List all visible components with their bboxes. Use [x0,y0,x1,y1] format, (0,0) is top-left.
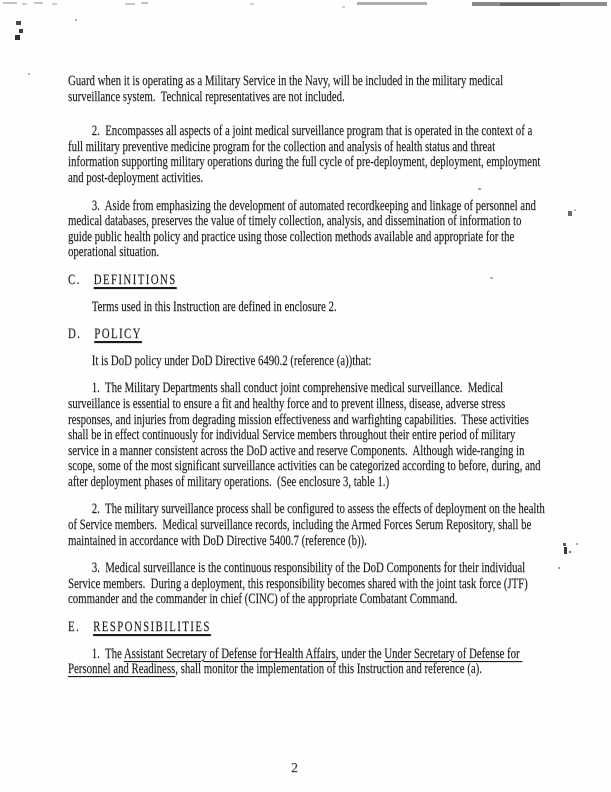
section-e-label: E. [68,619,81,636]
scan-artifact [19,29,23,33]
paragraph-policy-intro: It is DoD policy under DoD Directive 6490.2 (reference (a))that: [91,352,372,369]
scan-artifact [357,2,427,5]
scan-artifact [500,3,560,6]
paragraph-continuation: Guard when it is operating as a Military Service in the Navy, will be included in the military medical surveillance system. Technical representatives are not included. [68,73,506,105]
scan-artifact [28,73,30,75]
scan-artifact [16,21,21,25]
paragraph-scope-3: 3. Aside from emphasizing the development of automated recordkeeping and linkage of personnel and medical databases, preserves the value of timely collection, analysis, and dissemination of information to guide public health policy and practice using those collection methods available and appropriate for the operational situation. [68,197,539,261]
resp-1-underlined-asd-health-affairs: Assistant Secretary of Defense for Health Affairs [123,645,336,662]
paragraph-policy-1: 1. The Military Departments shall conduct joint comprehensive medical surveillance. Medical surveillance is essential to ensure a fit and healthy force and to prevent illness, disease, adverse stress responses, and injuries from degrading mission effectiveness and warfighting capabilities. These activities shall be in effect continuously for individual Service members throughout their entire period of military service in a manner consistent across the DoD active and reserve Components. Although wide-ranging in scope, some of the most significant surveillance activities can be categorized according to before, during, and after deployment phases of military operations. (See enclosure 3, table 1.) [68,380,544,490]
section-c-label: C. [68,271,81,288]
section-e-title: RESPONSIBILITIES [93,619,211,636]
section-e-heading [68,620,548,636]
scan-artifact [568,211,572,216]
paragraph-policy-3: 3. Medical surveillance is the continuous responsibility of the DoD Components for their individual Service members. During a deployment, this responsibility becomes shared with the joint task force (JTF) commander and the commander in chief (CINC) of the appropriate Combatant Command. [68,560,531,608]
scan-artifact [563,543,566,546]
section-c-title: DEFINITIONS [93,271,177,288]
section-d-heading [68,327,548,343]
resp-1-text: , shall monitor the implementation of this Instruction and reference (a). [175,661,482,678]
scan-artifact [125,3,135,5]
resp-1-text: 1. The [91,645,124,662]
resp-1-text: , under the [335,645,385,662]
scan-artifact [34,2,43,4]
scan-artifact [558,567,560,569]
scan-artifact [75,19,77,21]
scan-artifact [250,3,254,5]
scan-artifact [52,3,57,5]
section-d-label: D. [68,326,82,343]
scan-artifact [574,209,576,211]
scan-artifact [569,551,571,553]
paragraph-responsibilities-1 [68,647,548,678]
document-body [68,74,548,690]
scan-artifact [576,543,578,545]
scan-artifact [564,547,567,554]
scan-artifact [22,3,27,5]
scan-artifact [3,2,17,4]
scan-artifact [15,35,20,40]
resp-1-underlined-under-secretary: Under Secretary of Defense for Personnel and Readiness [68,645,523,678]
scan-artifact [141,2,148,4]
page-number: 2 [291,761,298,776]
paragraph-policy-2: 2. The military surveillance process shall be configured to assess the effects of deployment on the health of Service members. Medical surveillance records, including the Armed Forces Serum Repository, shall be maintained in accordance with DoD Directive 5400.7 (reference (b)). [68,501,548,549]
paragraph-definitions: Terms used in this Instruction are defined in enclosure 2. [91,298,337,315]
scan-artifact [342,6,345,8]
paragraph-scope-2: 2. Encompasses all aspects of a joint medical surveillance program that is operated in the context of a full military preventive medicine program for the collection and analysis of health status and threat information supporting military operations during the full cycle of pre-deployment, deployment, employment and post-deployment activities. [68,123,544,186]
section-d-title: POLICY [94,326,142,343]
section-c-heading [68,273,548,289]
